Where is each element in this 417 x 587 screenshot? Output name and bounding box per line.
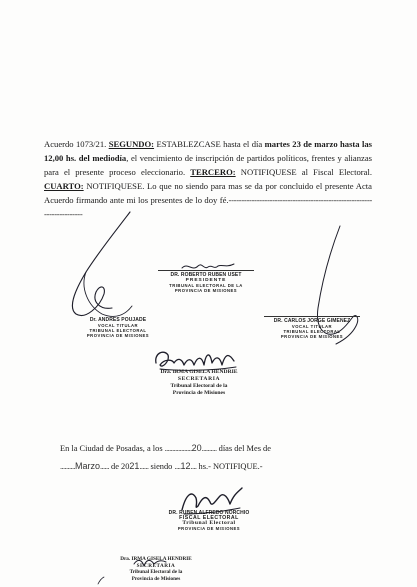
notification-day: 20 <box>191 443 202 453</box>
vocal-left-name: Dr. ANDRES POUJADE <box>89 317 147 323</box>
dots-leader: .... <box>174 462 181 471</box>
fiscal-tribunal: Tribunal Electoral <box>182 520 236 527</box>
resolution-text-3: , el vencimiento de inscripción de partidos políticos, frentes y alianzas para el presente proceso eleccionario. <box>44 153 372 177</box>
signature-tick-mark <box>96 576 106 586</box>
notification-mid-3: siendo <box>150 462 173 471</box>
vocal-left-province: PROVINCIA DE MISIONES <box>86 333 150 339</box>
notification-line-2 <box>60 461 390 471</box>
vocal-left-tribunal: TRIBUNAL ELECTORAL <box>89 328 147 334</box>
signature-poujade <box>60 210 170 330</box>
secretary-bottom-stamp <box>106 556 206 582</box>
resolution-text-1: Acuerdo 1073/21. <box>44 139 109 149</box>
president-name: DR. ROBERTO RUBEN USET <box>170 272 242 278</box>
signature-rule <box>158 270 254 271</box>
secretary-bottom-name: Dra. IRMA GISELA HENDRIE <box>120 556 192 562</box>
fiscal-province: PROVINCIA DE MISIONES <box>177 526 241 532</box>
president-signature-block <box>156 270 256 293</box>
dots-leader: .................. <box>164 444 192 453</box>
president-institution: TRIBUNAL ELECTORAL DE LA <box>169 283 243 288</box>
secretary-bottom-province: Provincia de Misiones <box>131 575 181 582</box>
notification-mid-1: días del Mes de <box>218 444 271 453</box>
signature-rule <box>264 316 360 317</box>
secretary-bottom-institution: Tribunal Electoral de la <box>129 569 183 576</box>
tercero-heading: TERCERO: <box>190 167 236 177</box>
notification-mid-2: de 20 <box>111 462 130 471</box>
vocal-right-province: PROVINCIA DE MISIONES <box>280 334 344 340</box>
resolution-paragraph <box>44 137 372 221</box>
resolution-text-5: NOTIFIQUESE. Lo que no siendo para mas se da por concluido el presente Acta Acuerdo firmando ante mi los presentes de lo doy fé. <box>44 181 372 205</box>
secretary-province: Provincia de Misiones <box>172 390 226 396</box>
notification-suffix: hs.- NOTIFIQUE.- <box>198 462 263 471</box>
closing-dashes: ----------------------------------------------------------------------- <box>44 195 372 219</box>
vocal-right-title: VOCAL TITULAR <box>291 324 333 329</box>
secretary-name: Dra. IRMA GISELA HENDRIE <box>160 369 238 375</box>
fiscal-name: DR. RUBEN ALFREDO NORCHIO <box>168 510 250 516</box>
dots-leader: ...... <box>99 462 109 471</box>
deadline-date: martes 23 de marzo hasta las 12,00 hs. del mediodía <box>44 139 373 163</box>
dots-leader: .......... <box>201 444 217 453</box>
cuarto-heading: CUARTO: <box>44 181 84 191</box>
secretary-institution: Tribunal Electoral de la <box>170 383 228 389</box>
resolution-text-4: NOTIFIQUESE al Fiscal Electoral. <box>235 167 372 177</box>
president-role: PRESIDENTE <box>185 278 227 283</box>
secretary-stamp <box>144 369 254 397</box>
dots-leader: .... <box>190 462 197 471</box>
vocal-right-name: DR. CARLOS JORGE GIMENEZ <box>273 318 351 324</box>
vocal-left-signature-block <box>78 317 158 339</box>
vocal-right-tribunal: TRIBUNAL ELECTORAL <box>283 329 341 335</box>
segundo-heading: SEGUNDO: <box>108 139 155 149</box>
dots-leader: ...... <box>139 462 149 471</box>
vocal-left-title: VOCAL TITULAR <box>97 323 139 328</box>
fiscal-title: FISCAL ELECTORAL <box>179 515 239 521</box>
notification-hour: 12 <box>180 461 191 471</box>
notification-year: 21 <box>129 461 140 471</box>
fiscal-signature-block <box>154 510 264 532</box>
dots-leader: .......... <box>60 462 75 471</box>
resolution-text-2: ESTABLEZCASE hasta el día <box>154 139 265 149</box>
president-province: PROVINCIA DE MISIONES <box>174 288 238 294</box>
secretary-role: SECRETARIA <box>177 376 221 382</box>
notification-prefix: En la Ciudad de Posadas, a los <box>60 444 163 453</box>
notification-month: Marzo <box>74 461 100 471</box>
vocal-right-signature-block <box>262 316 362 340</box>
secretary-bottom-role: SECRETARIA <box>136 562 176 569</box>
notification-line-1 <box>60 443 390 453</box>
